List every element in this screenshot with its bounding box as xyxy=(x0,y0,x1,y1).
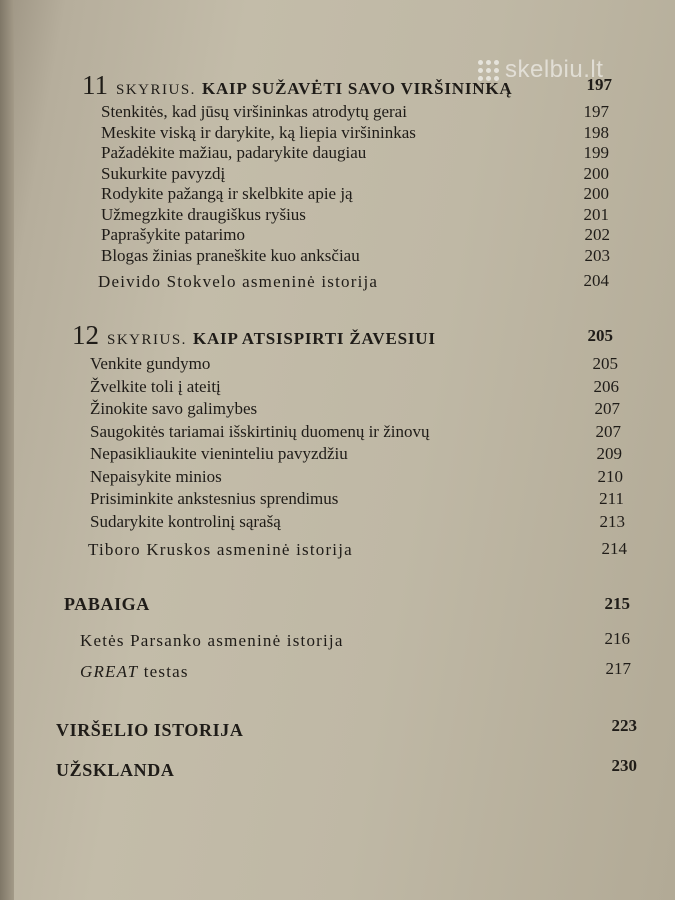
toc-entry-page: 207 xyxy=(594,399,620,418)
toc-entry-page: 206 xyxy=(593,376,619,396)
toc-entry-page: 201 xyxy=(583,204,609,224)
chapter-11-heading xyxy=(82,70,512,101)
chapter-title: KAIP SUŽAVĖTI SAVO VIRŠININKĄ xyxy=(201,79,513,98)
toc-entry-text: Sukurkite pavyzdį xyxy=(101,163,226,183)
chapter-number: 12 xyxy=(72,320,99,350)
toc-entry-page: 210 xyxy=(597,466,623,486)
chapter-number: 11 xyxy=(82,70,108,100)
toc-entry-text: Užmegzkite draugiškus ryšius xyxy=(101,204,306,224)
toc-entry-page: 202 xyxy=(584,225,610,244)
toc-entry-text: Venkite gundymo xyxy=(90,354,211,373)
great-test xyxy=(80,662,189,682)
chapter-11-story: Deivido Stokvelo asmeninė istorija xyxy=(98,272,379,291)
toc-entry-text: Prisiminkite ankstesnius sprendimus xyxy=(90,489,339,508)
uzsklanda-title: UŽSKLANDA xyxy=(56,760,175,780)
toc-entry-text: Pažadėkite mažiau, padarykite daugiau xyxy=(101,143,367,162)
chapter-title: KAIP ATSISPIRTI ŽAVESIUI xyxy=(192,329,436,348)
toc-entry-page: 207 xyxy=(595,421,621,441)
toc-entry-page: 197 xyxy=(583,102,609,121)
great-test-rest: testas xyxy=(138,662,189,681)
toc-entry-text: Žvelkite toli į ateitį xyxy=(90,376,221,396)
chapter-12-story-page: 214 xyxy=(601,539,627,558)
uzsklanda-page: 230 xyxy=(611,756,637,775)
toc-entry-page: 213 xyxy=(599,511,625,531)
toc-entry-text: Žinokite savo galimybes xyxy=(90,399,258,418)
toc-entry-text: Nepaisykite minios xyxy=(90,466,222,486)
chapter-11-page: 197 xyxy=(586,75,612,94)
virselio-title: VIRŠELIO ISTORIJA xyxy=(56,720,244,740)
great-test-italic: GREAT xyxy=(80,662,139,681)
toc-entry-text: Blogas žinias praneškite kuo anksčiau xyxy=(101,245,360,265)
chapter-12-story: Tiboro Kruskos asmeninė istorija xyxy=(88,540,353,559)
chapter-label: SKYRIUS. xyxy=(107,332,187,348)
chapter-12-heading xyxy=(72,320,436,351)
pabaiga-page: 215 xyxy=(604,594,630,613)
toc-entry-text: Nepasikliaukite vieninteliu pavyzdžiu xyxy=(90,444,348,463)
toc-entry-text: Saugokitės tariamai išskirtinių duomenų ir žinovų xyxy=(90,421,430,441)
toc-entry-page: 203 xyxy=(584,245,610,265)
watermark-text: skelbiu.lt xyxy=(505,56,604,83)
toc-entry-page: 211 xyxy=(599,489,624,508)
toc-entry-page: 200 xyxy=(583,184,609,203)
virselio-page: 223 xyxy=(611,716,637,735)
toc-entry-page: 205 xyxy=(592,354,618,373)
pabaiga-title: PABAIGA xyxy=(64,594,150,614)
toc-entry-page: 200 xyxy=(583,163,609,183)
pabaiga-story: Ketės Parsanko asmeninė istorija xyxy=(80,631,344,650)
chapter-11-story-page: 204 xyxy=(583,271,609,290)
great-test-page: 217 xyxy=(605,659,631,678)
toc-entry-text: Paprašykite patarimo xyxy=(101,225,245,244)
toc-entry-page: 199 xyxy=(583,143,609,162)
chapter-12-page: 205 xyxy=(587,326,613,345)
toc-entry-page: 198 xyxy=(583,122,609,142)
pabaiga-story-page: 216 xyxy=(604,629,630,648)
chapter-label: SKYRIUS. xyxy=(116,82,196,98)
toc-entry-text: Meskite viską ir darykite, ką liepia viršininkas xyxy=(101,122,416,142)
toc-entry-text: Stenkitės, kad jūsų viršininkas atrodytų gerai xyxy=(101,102,407,121)
toc-entry-page: 209 xyxy=(596,444,622,463)
toc-entry-text: Rodykite pažangą ir skelbkite apie ją xyxy=(101,184,353,203)
toc-entry-text: Sudarykite kontrolinį sąrašą xyxy=(90,511,281,531)
page-edge xyxy=(0,0,14,900)
